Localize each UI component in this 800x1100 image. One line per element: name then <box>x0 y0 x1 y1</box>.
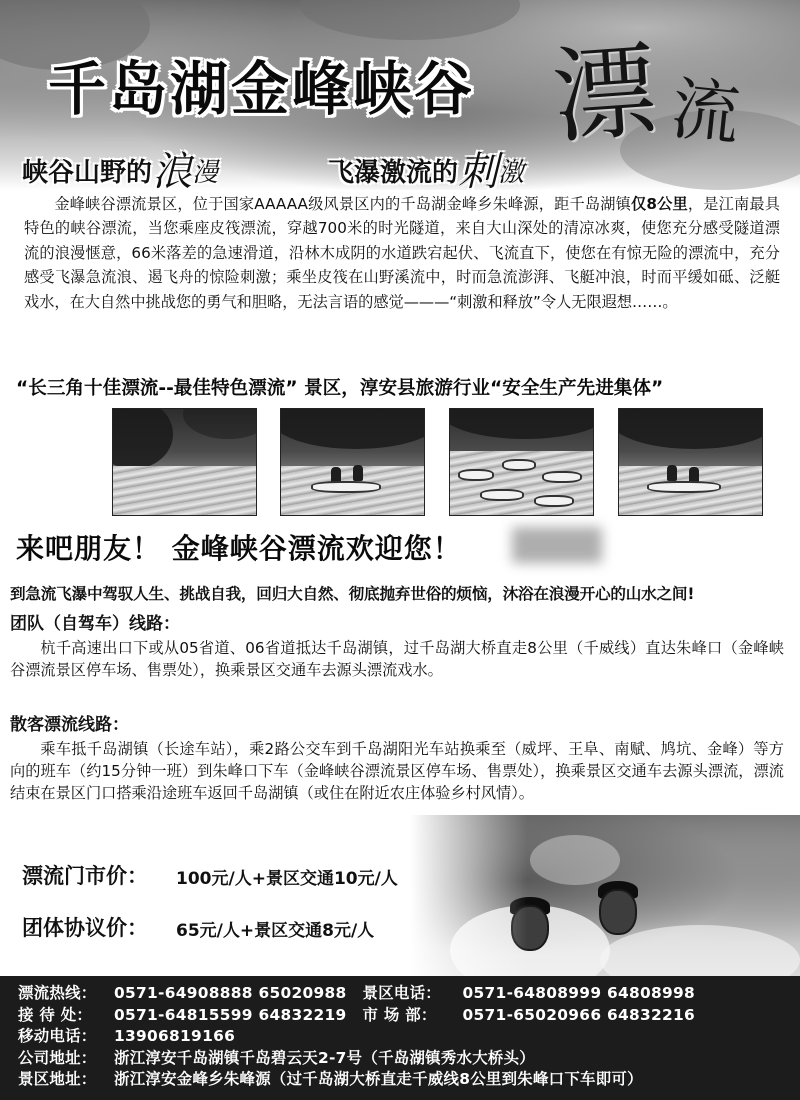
contact-row-company <box>18 1048 800 1070</box>
tree-shape <box>449 408 594 439</box>
retail-price-value: 100元/人+景区交通10元/人 <box>176 869 398 889</box>
photo-waterfall <box>112 408 257 516</box>
tree-shape <box>112 408 173 469</box>
reception-label: 接 待 处： <box>18 1005 93 1024</box>
title-calligraphy-piao: 漂 <box>548 29 661 159</box>
foam-shape <box>600 925 800 977</box>
slogan-romance <box>22 140 218 190</box>
hotline-value[interactable]: 0571-64908888 65020988 <box>114 984 347 1002</box>
photo-strip <box>112 408 762 516</box>
slogan-thrill <box>328 140 524 190</box>
tree-shape <box>183 408 257 439</box>
reception-value[interactable]: 0571-64815599 64832219 <box>114 1005 347 1024</box>
group-price-value: 65元/人+景区交通8元/人 <box>176 921 375 941</box>
scenic-phone-label: 景区电话： <box>362 984 441 1002</box>
raft-shape <box>647 481 721 493</box>
contact-row-scenic-address <box>18 1069 800 1091</box>
header-banner <box>0 0 800 190</box>
retail-price-label: 漂流门市价： <box>22 864 148 888</box>
individual-route-title: 散客漂流线路： <box>10 715 129 735</box>
photo-rafters-1 <box>280 408 425 516</box>
smiling-person <box>511 905 549 951</box>
slogan-romance-prefix: 峡谷山野的 <box>22 158 153 188</box>
intro-paragraph <box>24 192 780 314</box>
rafter-figure <box>667 465 677 481</box>
slogan-thrill-small: 激 <box>498 158 525 188</box>
scenic-address-value: 浙江淳安金峰乡朱峰源（过千岛湖大桥直走千威线8公里到朱峰口下车即可） <box>114 1070 643 1089</box>
group-route-text: 杭千高速出口下或从05省道、06省道抵达千岛湖镇，过千岛湖大桥直走8公里（千威线）直达朱峰口（金峰峡谷漂流景区停车场、售票处），换乘景区交通车去源头漂流戏水。 <box>10 639 784 679</box>
contact-row-hotline <box>18 983 800 1005</box>
title-calligraphy-liu: 流 <box>667 69 744 156</box>
raft-shape <box>458 469 494 481</box>
raft-shape <box>534 495 574 507</box>
water-surface <box>113 466 256 515</box>
rock-decoration <box>300 0 520 40</box>
rafter-figure <box>353 465 363 481</box>
raft-shape <box>502 459 536 471</box>
slogan-thrill-prefix: 飞瀑激流的 <box>328 158 459 188</box>
raft-shape <box>480 489 524 501</box>
group-route-title: 团队（自驾车）线路： <box>10 614 180 634</box>
page-title: 千岛湖金峰峡谷 <box>48 55 476 123</box>
contact-row-reception <box>18 1005 800 1027</box>
blurred-mark <box>512 527 602 563</box>
tagline: 到急流飞瀑中驾驭人生、挑战自我，回归大自然、彻底抛弃世俗的烦恼，沐浴在浪漫开心的山水之间! <box>10 585 695 603</box>
hotline-label: 漂流热线： <box>18 984 97 1002</box>
foam-shape <box>530 835 620 885</box>
raft-shape <box>311 481 381 493</box>
scenic-phone-value[interactable]: 0571-64808999 64808998 <box>462 984 696 1002</box>
welcome-heading: 来吧朋友！ 金峰峡谷漂流欢迎您！ <box>16 532 462 565</box>
company-address-value: 浙江淳安千岛湖镇千岛碧云天2-7号（千岛湖镇秀水大桥头） <box>114 1048 535 1067</box>
rafting-splash-photo <box>410 815 800 977</box>
market-label: 市 场 部： <box>362 1005 437 1024</box>
market-value[interactable]: 0571-65020966 64832216 <box>462 1005 696 1024</box>
tree-shape <box>280 408 425 449</box>
raft-shape <box>542 471 582 483</box>
photo-rafters-crowd <box>449 408 594 516</box>
contact-footer <box>0 976 800 1100</box>
group-price-label: 团体协议价： <box>22 916 148 940</box>
award-line: “长三角十佳漂流--最佳特色漂流” 景区，淳安县旅游行业“安全生产先进集体” <box>16 378 664 399</box>
intro-text-2: ，是江南最具特色的峡谷漂流，当您乘座皮筏漂流，穿越700米的时光隧道，来自大山深处的清凉冰爽，使您充分感受隧道漂流的浪漫惬意，66米落差的急速滑道，沿林木成阴的水道跌宕起伏、飞流直下，使您在有惊无险的漂流中，充分感受飞瀑急流浪、遏飞舟的惊险刺激；乘坐皮筏在山野溪流中，时而急流澎湃、飞艇冲浪，时而平缓如砥、泛艇戏水，在大自然中挑战您的勇气和胆略，无法言语的感觉———“刺激和释放”令人无限遐想……。 <box>24 195 780 311</box>
slogan-romance-small: 漫 <box>192 158 219 188</box>
tree-shape <box>618 408 763 449</box>
slogan-romance-big: 浪 <box>152 149 193 190</box>
scenic-address-label: 景区地址： <box>18 1070 97 1089</box>
mobile-label: 移动电话： <box>18 1027 97 1046</box>
slogan-thrill-big: 刺 <box>458 149 499 190</box>
company-address-label: 公司地址： <box>18 1048 97 1067</box>
mobile-value[interactable]: 13906819166 <box>114 1027 236 1046</box>
intro-text-1: 金峰峡谷漂流景区，位于国家AAAAA级风景区内的千岛湖金峰乡朱峰源，距千岛湖镇 <box>54 195 632 213</box>
intro-distance: 仅8公里 <box>631 195 688 213</box>
photo-rafters-2 <box>618 408 763 516</box>
contact-row-mobile <box>18 1026 800 1048</box>
individual-route-text: 乘车抵千岛湖镇（长途车站），乘2路公交车到千岛湖阳光车站换乘至（威坪、王阜、南赋、鸠坑、金峰）等方向的班车（约15分钟一班）到朱峰口下车（金峰峡谷漂流景区停车场、售票处），换乘景区交通车去源头漂流，漂流结束在景区门口搭乘沿途班车返回千岛湖镇（或住在附近农庄体验乡村风情）。 <box>10 740 784 802</box>
smiling-person <box>599 889 637 935</box>
